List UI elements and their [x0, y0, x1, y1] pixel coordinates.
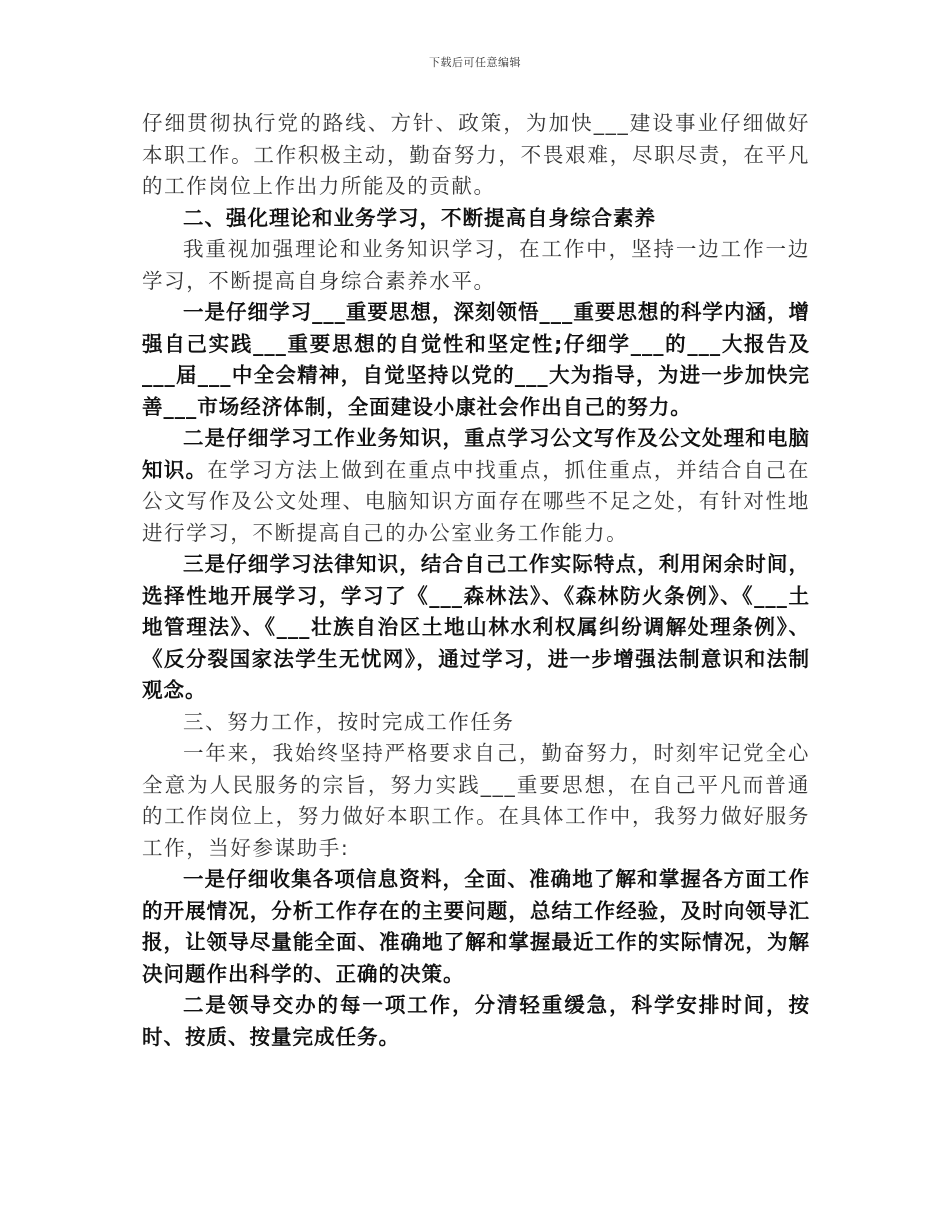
document-body	[142, 108, 810, 1053]
paragraph-10	[142, 990, 810, 1053]
section-heading-3-text: 三、努力工作，按时完成工作任务	[183, 709, 515, 734]
paragraph-8	[142, 738, 810, 864]
paragraph-4	[142, 297, 810, 423]
paragraph-6	[142, 549, 810, 707]
section-heading-2-text: 二、强化理论和业务学习，不断提高自身综合素养	[183, 205, 656, 230]
paragraph-1	[142, 108, 810, 203]
paragraph-8-text: 一年来，我始终坚持严格要求自己，勤奋努力，时刻牢记党全心全意为人民服务的宗旨，努力实践___重要思想，在自己平凡而普通的工作岗位上，努力做好本职工作。在具体工作中，我努力做好服务工作，当好参谋助手:	[142, 741, 810, 860]
paragraph-9-text: 一是仔细收集各项信息资料，全面、准确地了解和掌握各方面工作的开展情况，分析工作存在的主要问题，总结工作经验，及时向领导汇报，让领导尽量能全面、准确地了解和掌握最近工作的实际情况，为解决问题作出科学的、正确的决策。	[142, 867, 810, 986]
paragraph-5	[142, 423, 810, 549]
paragraph-4-text: 一是仔细学习___重要思想，深刻领悟___重要思想的科学内涵，增强自己实践___重要思想的自觉性和坚定性;仔细学___的___大报告及___届___中全会精神，自觉坚持以党的___大为指导，为进一步加快完善___市场经济体制，全面建设小康社会作出自己的努力。	[142, 300, 810, 419]
paragraph-1-text: 仔细贯彻执行党的路线、方针、政策，为加快___建设事业仔细做好本职工作。工作积极主动，勤奋努力，不畏艰难，尽职尽责，在平凡的工作岗位上作出力所能及的贡献。	[142, 111, 810, 198]
paragraph-6-text: 三是仔细学习法律知识，结合自己工作实际特点，利用闲余时间，选择性地开展学习，学习了《___森林法》、《森林防火条例》、《___土地管理法》、《___壮族自治区土地山林水利权属纠纷调解处理条例》、《反分裂国家法学生无忧网》，通过学习，进一步增强法制意识和法制观念。	[142, 552, 810, 702]
page-header: 下载后可任意编辑	[429, 56, 521, 69]
section-heading-3	[142, 707, 810, 739]
paragraph-5-text: 在学习方法上做到在重点中找重点，抓住重点，并结合自己在公文写作及公文处理、电脑知识方面存在哪些不足之处，有针对性地进行学习，不断提高自己的办公室业务工作能力。	[142, 457, 810, 545]
paragraph-10-text: 二是领导交办的每一项工作，分清轻重缓急，科学安排时间，按时、按质、按量完成任务。	[142, 993, 810, 1049]
section-heading-2	[142, 203, 810, 235]
paragraph-3	[142, 234, 810, 297]
paragraph-5-bold-lead: 二是仔细学习工作业务知识，重点学习公文写作及公文处理和电脑知识。	[142, 426, 810, 482]
paragraph-3-text: 我重视加强理论和业务知识学习，在工作中，坚持一边工作一边学习，不断提高自身综合素养水平。	[142, 237, 810, 293]
paragraph-9	[142, 864, 810, 990]
